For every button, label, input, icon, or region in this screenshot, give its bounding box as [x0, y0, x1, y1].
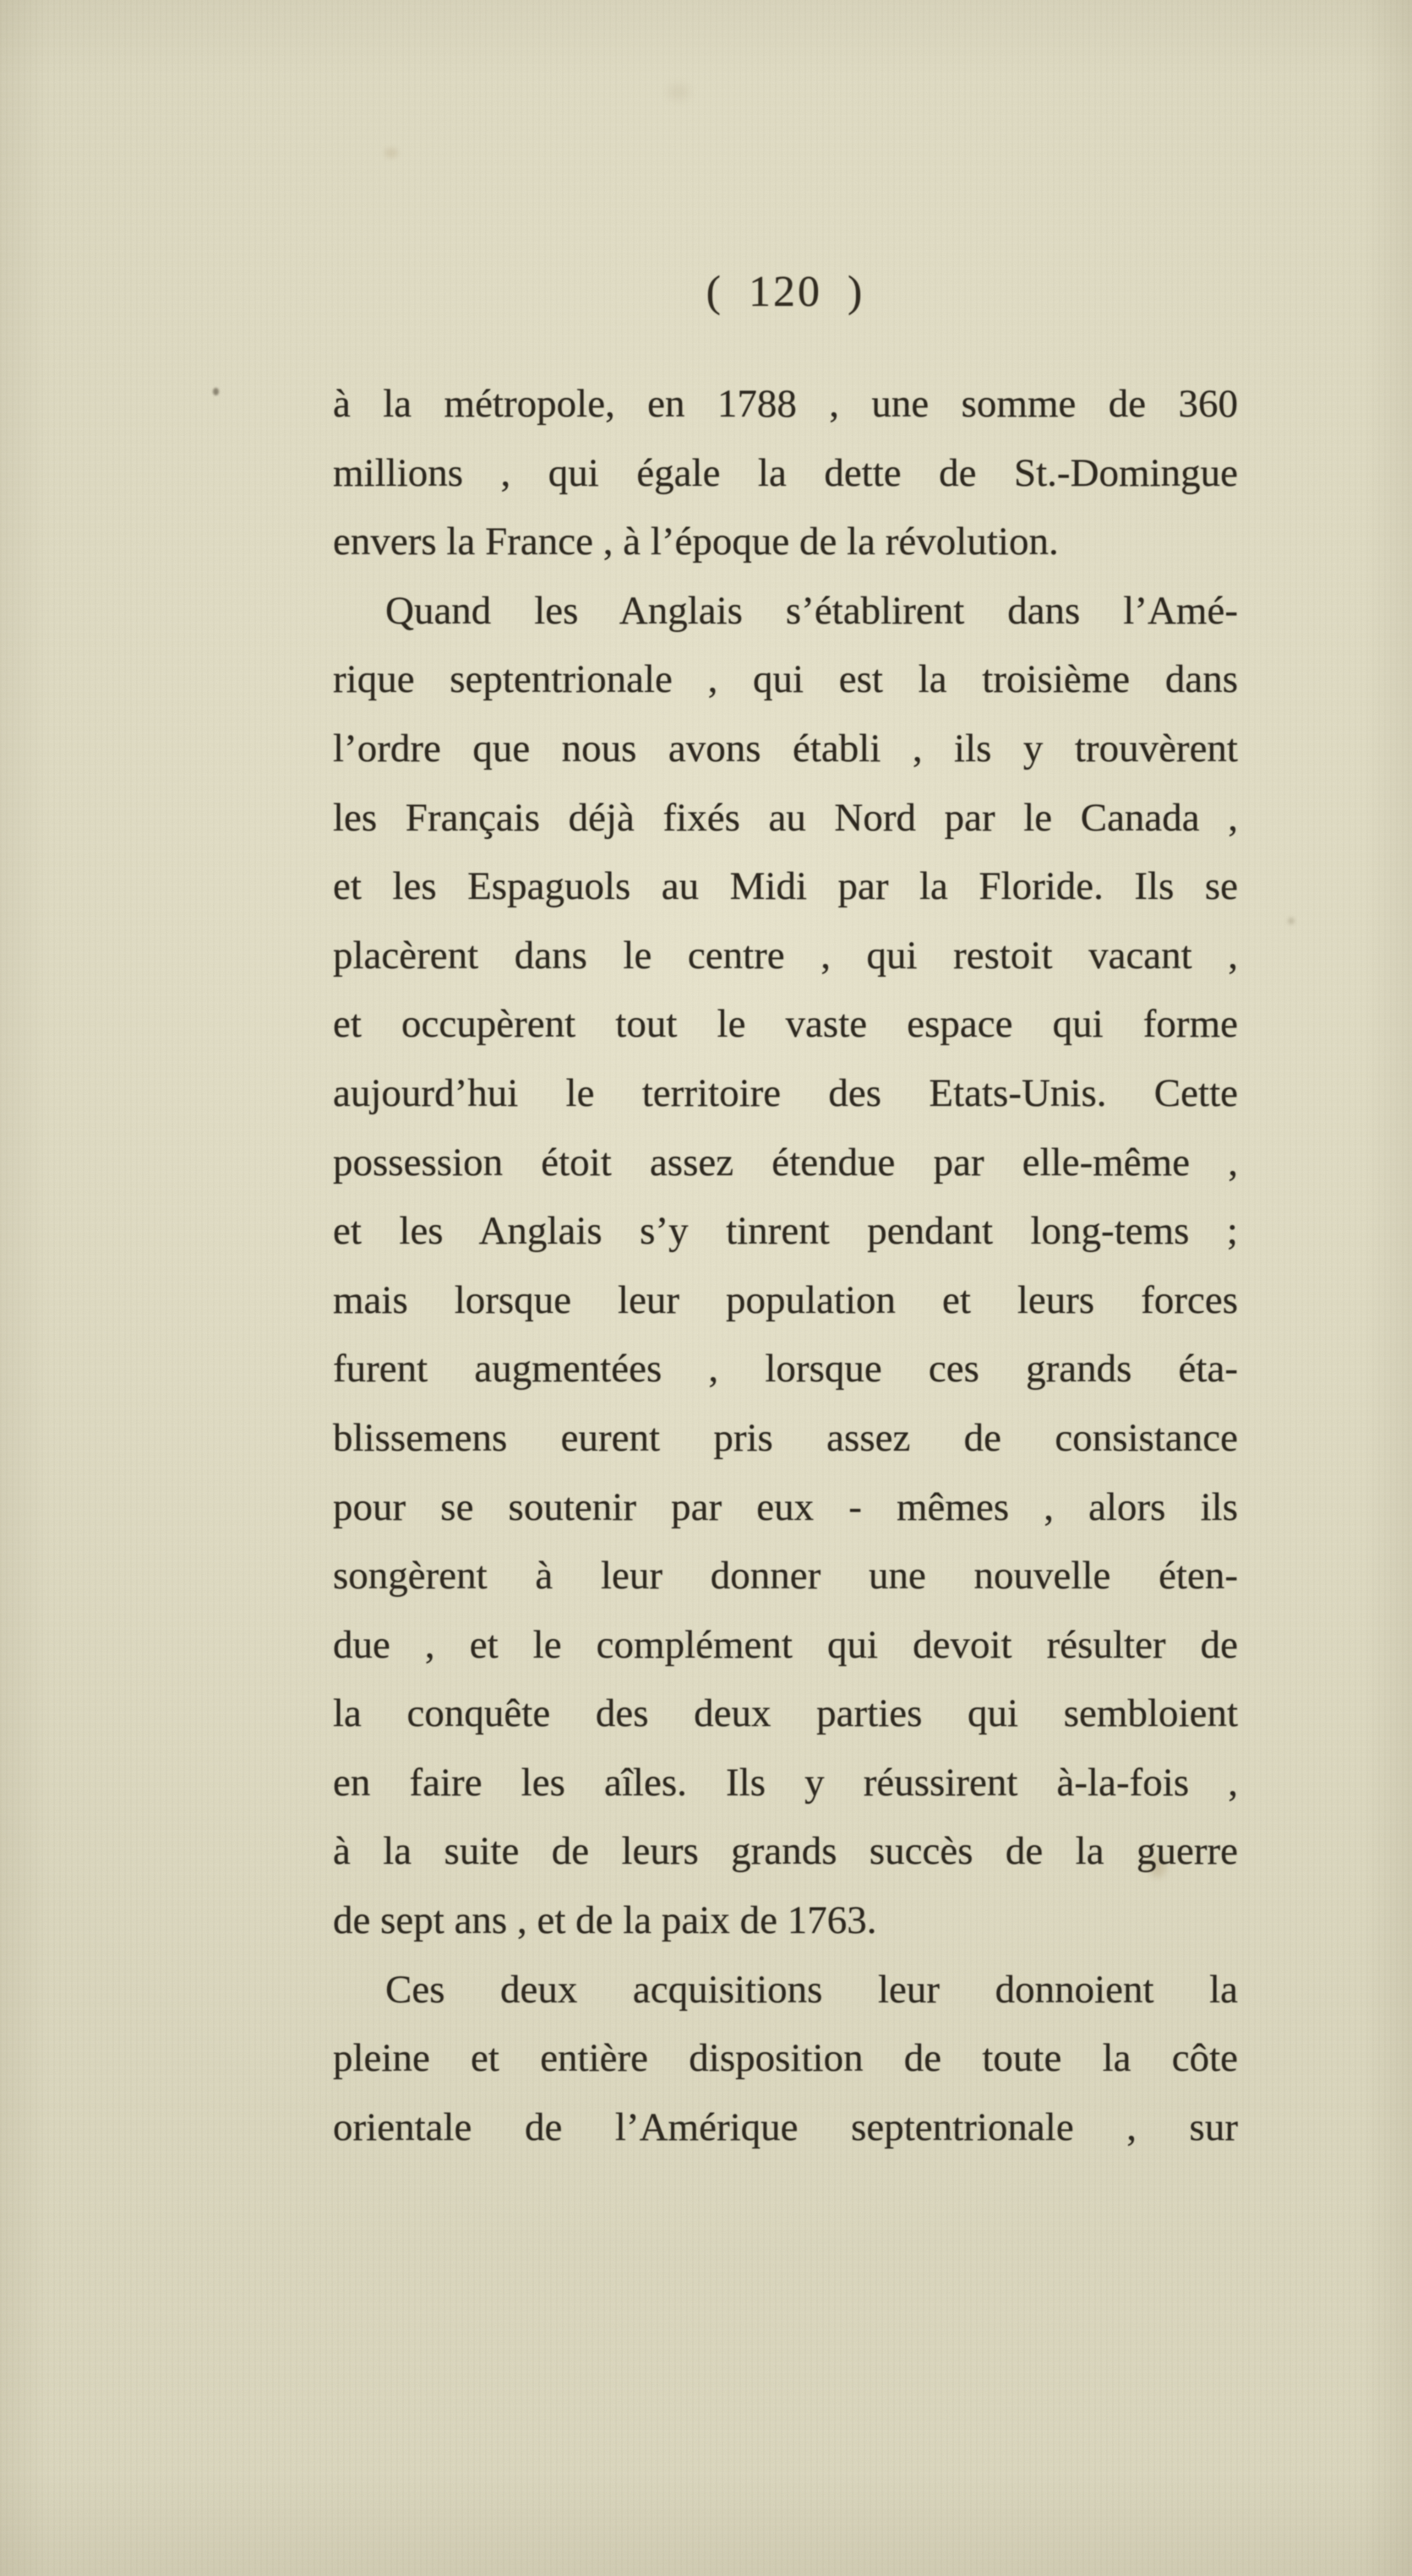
text-line: Ces deux acquisitions leur donnoient la [385, 1967, 1238, 2012]
page-number-header: ( 120 ) [706, 268, 865, 316]
text-line: envers la France , à l’époque de la révolution. [333, 520, 1059, 564]
text-line: placèrent dans le centre , qui restoit vacant , [333, 933, 1238, 978]
text-line: pour se soutenir par eux - mêmes , alors ils [333, 1484, 1238, 1529]
text-line: à la métropole, en 1788 , une somme de 360 [333, 382, 1238, 426]
text-line: de sept ans , et de la paix de 1763. [333, 1898, 877, 1943]
text-line: rique septentrionale , qui est la troisième dans [333, 657, 1238, 702]
text-line: à la suite de leurs grands succès de la guerre [333, 1829, 1238, 1874]
text-line: et les Anglais s’y tinrent pendant long-tems ; [333, 1209, 1238, 1254]
text-line: et occupèrent tout le vaste espace qui forme [333, 1002, 1238, 1047]
text-line: l’ordre que nous avons établi , ils y trouvèrent [333, 726, 1238, 771]
text-line: et les Espaguols au Midi par la Floride. Ils se [333, 864, 1238, 909]
text-line: possession étoit assez étendue par elle-même , [333, 1140, 1238, 1185]
text-line: mais lorsque leur population et leurs forces [333, 1277, 1238, 1322]
text-line: millions , qui égale la dette de St.-Domingue [333, 450, 1238, 495]
text-line: les Français déjà fixés au Nord par le Canada , [333, 795, 1238, 840]
text-line: songèrent à leur donner une nouvelle éten- [333, 1554, 1238, 1598]
text-line: aujourd’hui le territoire des Etats-Unis. Cette [333, 1070, 1238, 1115]
text-line: blissemens eurent pris assez de consistance [333, 1415, 1238, 1460]
text-block [333, 369, 1238, 2161]
text-line: due , et le complément qui devoit résulter de [333, 1622, 1238, 1667]
text-line: orientale de l’Amérique septentrionale , sur [333, 2105, 1238, 2149]
text-line: furent augmentées , lorsque ces grands éta- [333, 1347, 1238, 1391]
text-line: Quand les Anglais s’établirent dans l’Amé- [385, 588, 1238, 633]
text-line: pleine et entière disposition de toute la côte [333, 2036, 1238, 2081]
text-line: la conquête des deux parties qui sembloient [333, 1691, 1238, 1736]
text-line: en faire les aîles. Ils y réussirent à-la-fois , [333, 1760, 1238, 1805]
